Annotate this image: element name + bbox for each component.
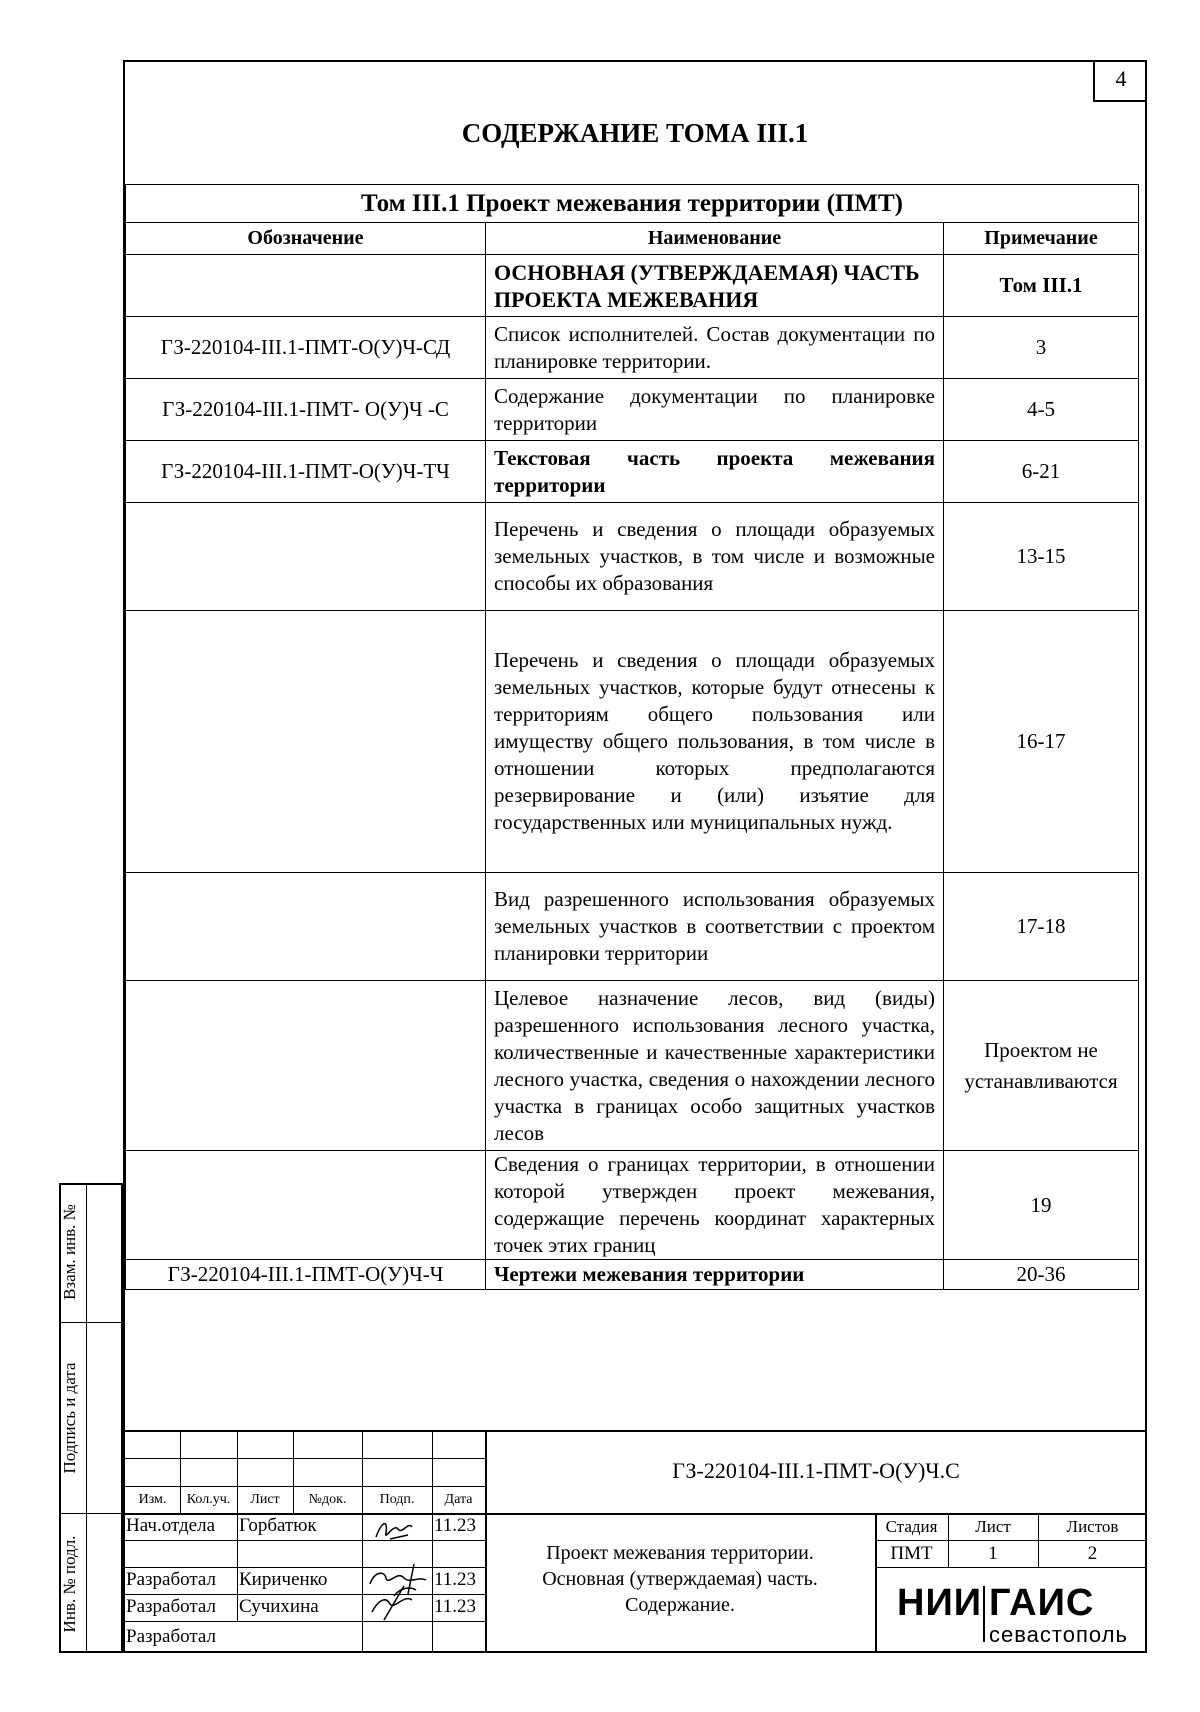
row-designation [126,255,486,317]
signature-icon [364,1560,432,1622]
page-number: 4 [1093,60,1147,102]
title-block-top [123,1430,1147,1432]
tb-grid [123,1458,485,1459]
company-logo [893,1578,1148,1650]
signature-icon [368,1515,428,1545]
doc-title [485,1540,875,1618]
sheet-label: Лист [975,1517,1011,1536]
row-name: Текстовая часть проекта межевания территории [486,441,944,503]
header-designation: Обозначение [126,223,486,255]
side-label-podpis: Подпись и дата [60,1362,79,1474]
doc-title-line: Проект межевания территории. [546,1542,814,1564]
volume-title-row [126,185,1139,223]
volume-title: Том III.1 Проект межевания территории (ПМТ) [126,185,1139,223]
signer-role: Разработал [126,1626,216,1647]
logo-divider [983,1586,985,1642]
tb-grid [432,1430,433,1653]
table-row [126,317,1139,379]
signer-role: Нач.отдела [126,1515,216,1536]
row-note: 20-36 [944,1260,1139,1290]
tb-col-koluch: Кол.уч. [186,1492,231,1507]
doc-title-line: Содержание. [625,1594,735,1616]
sheet-value: 1 [988,1543,998,1564]
tb-grid [875,1540,1147,1541]
row-name: Целевое назначение лесов, вид (виды) разрешенного использования лесного участка, количественные и качественные характеристики лесного участка, сведения о нахождении лесного участка в границах особо защитных участков лесов [486,981,944,1151]
tb-grid [237,1513,238,1621]
tb-col-podp: Подп. [379,1492,415,1507]
table-row [126,1151,1139,1260]
logo-right: ГАИС [989,1582,1095,1624]
table-row [126,981,1139,1151]
doc-title-line: Основная (утверждаемая) часть. [542,1568,818,1590]
doc-code: ГЗ-220104-III.1-ПМТ-О(У)Ч.С [672,1458,960,1483]
row-designation [126,611,486,873]
tb-col-data: Дата [444,1492,473,1507]
row-name: Чертежи межевания территории [486,1260,944,1290]
row-name: Сведения о границах территории, в отношении которой утвержден проект межевания, содержащие перечень координат характерных точек этих границ [486,1151,944,1260]
row-note: Том III.1 [944,255,1139,317]
row-note: 3 [944,317,1139,379]
table-row [126,873,1139,981]
row-designation [126,873,486,981]
row-name: ОСНОВНАЯ (УТВЕРЖДАЕМАЯ) ЧАСТЬ ПРОЕКТА МЕЖЕВАНИЯ [486,255,944,317]
stage-value: ПМТ [890,1543,933,1564]
row-note: 13-15 [944,503,1139,611]
header-note: Примечание [944,223,1139,255]
tb-col-izm: Изм. [138,1492,167,1507]
tb-col-list: Лист [250,1492,280,1507]
table-row [126,441,1139,503]
row-note: 4-5 [944,379,1139,441]
signer-name: Горбатюк [239,1515,317,1536]
signer-name: Сучихина [239,1596,319,1617]
stage-label: Стадия [885,1517,938,1536]
row-note: 19 [944,1151,1139,1260]
logo-main: НИИ [897,1582,983,1624]
row-designation: ГЗ-220104-III.1-ПМТ-О(У)Ч-Ч [126,1260,486,1290]
contents-table [125,184,1139,1290]
row-note: 16-17 [944,611,1139,873]
row-name: Содержание документации по планировке территории [486,379,944,441]
row-name: Список исполнителей. Состав документации по планировке территории. [486,317,944,379]
row-designation: ГЗ-220104-III.1-ПМТ- О(У)Ч -С [126,379,486,441]
row-name: Вид разрешенного использования образуемых земельных участков в соответствии с проектом планировки территории [486,873,944,981]
sheets-value: 2 [1087,1543,1098,1564]
signer-name: Кириченко [239,1569,328,1590]
row-name: Перечень и сведения о площади образуемых земельных участков, в том числе и возможные способы их образования [486,503,944,611]
row-designation [126,1151,486,1260]
signer-date: 11.23 [434,1515,477,1536]
tb-grid [875,1567,1147,1568]
signer-role: Разработал [126,1569,216,1590]
side-label-inv: Инв. № подл. [60,1535,79,1633]
table-row [126,379,1139,441]
tb-grid [123,1486,485,1487]
row-designation [126,503,486,611]
row-note: 6-21 [944,441,1139,503]
page-title: СОДЕРЖАНИЕ ТОМА III.1 [461,118,809,148]
logo-sub: севастополь [989,1622,1128,1647]
table-row [126,611,1139,873]
row-note: Проектом не устанавливаются [944,981,1139,1151]
tb-grid [362,1430,363,1653]
side-divider [86,1183,87,1653]
tb-grid [123,1540,485,1541]
signer-role: Разработал [126,1596,216,1617]
header-name: Наименование [486,223,944,255]
signer-date: 11.23 [434,1596,477,1617]
tb-col-ndok: №док. [308,1492,347,1507]
table-row [126,503,1139,611]
row-designation: ГЗ-220104-III.1-ПМТ-О(У)Ч-ТЧ [126,441,486,503]
signer-date: 11.23 [434,1569,477,1590]
row-note: 17-18 [944,873,1139,981]
table-row [126,1260,1139,1290]
row-designation [126,981,486,1151]
table-row [126,255,1139,317]
header-row [126,223,1139,255]
row-designation: ГЗ-220104-III.1-ПМТ-О(У)Ч-СД [126,317,486,379]
sheets-label: Листов [1066,1517,1119,1536]
row-name: Перечень и сведения о площади образуемых земельных участков, которые будут отнесены к территориям общего пользования или имуществу общего пользования, в том числе в отношении которых предполагаются резервирование и (или) изъятие для государственных или муниципальных нужд. [486,611,944,873]
side-label-vzam: Взам. инв. № [60,1204,79,1300]
